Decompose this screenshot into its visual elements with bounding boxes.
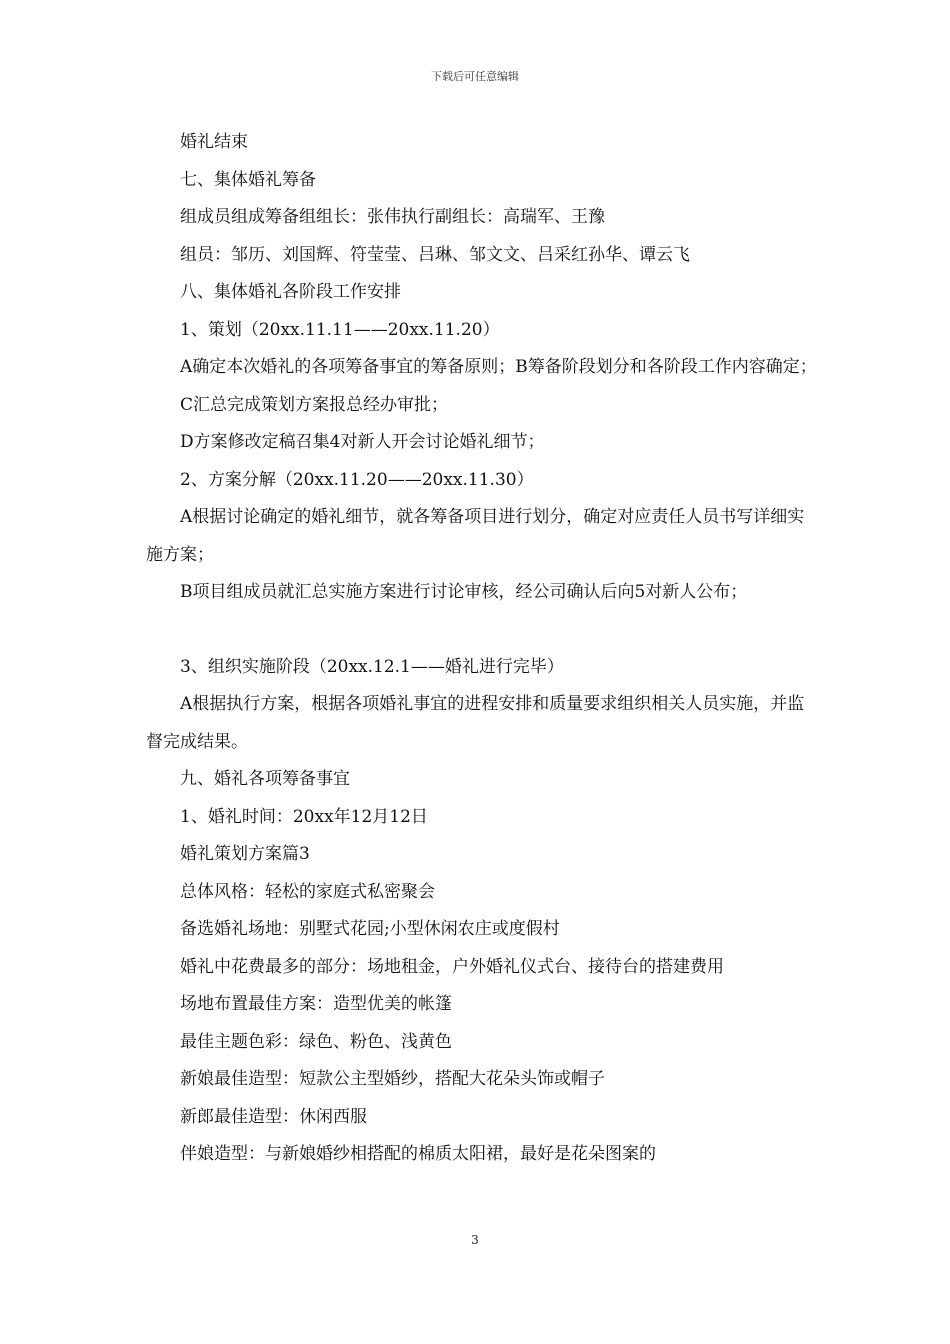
- paragraph-implementation-a: A根据执行方案，根据各项婚礼事宜的进程安排和质量要求组织相关人员实施，并监督完成结果。: [146, 694, 805, 752]
- paragraph-planning-a-b: A确定本次婚礼的各项筹备事宜的筹备原则；B筹备阶段划分和各阶段工作内容确定；: [180, 357, 817, 377]
- paragraph-overall-style: 总体风格：轻松的家庭式私密聚会: [180, 881, 435, 902]
- paragraph-planning-d: D方案修改定稿召集4对新人开会讨论婚礼细节；: [180, 432, 545, 452]
- paragraph-biggest-cost: 婚礼中花费最多的部分：场地租金，户外婚礼仪式台、接待台的搭建费用: [180, 956, 724, 977]
- paragraph-breakdown-a: A根据讨论确定的婚礼细节，就各筹备项目进行划分，确定对应责任人员书写详细实施方案；: [146, 507, 805, 565]
- page-header-note: 下载后可任意编辑: [431, 70, 519, 83]
- document-body: [146, 124, 818, 1174]
- paragraph-phase-breakdown: 2、方案分解（20xx.11.20——20xx.11.30）: [180, 469, 534, 490]
- paragraph-bride-style: 新娘最佳造型：短款公主型婚纱，搭配大花朵头饰或帽子: [180, 1069, 605, 1089]
- section-heading-7: 七、集体婚礼筹备: [180, 169, 316, 190]
- paragraph-phase-planning: 1、策划（20xx.11.11——20xx.11.20）: [180, 319, 500, 340]
- section-heading-9: 九、婚礼各项筹备事宜: [180, 769, 350, 789]
- paragraph-wedding-time: 1、婚礼时间：20xx年12月12日: [180, 806, 428, 827]
- paragraph-theme-colors: 最佳主题色彩：绿色、粉色、浅黄色: [180, 1031, 452, 1052]
- paragraph-wedding-end: 婚礼结束: [180, 132, 248, 152]
- paragraph-venue-layout: 场地布置最佳方案：造型优美的帐篷: [180, 994, 452, 1014]
- paragraph-breakdown-b: B项目组成员就汇总实施方案进行讨论审核，经公司确认后向5对新人公布；: [180, 582, 748, 602]
- paragraph-planning-c: C汇总完成策划方案报总经办审批；: [180, 394, 449, 415]
- paragraph-team-leaders: 组成员组成筹备组组长：张伟执行副组长：高瑞军、王豫: [180, 207, 605, 227]
- blank-line: [146, 612, 818, 649]
- paragraph-team-members: 组员：邹历、刘国辉、符莹莹、吕琳、邹文文、吕采红孙华、谭云飞: [180, 244, 690, 265]
- page-number: 3: [471, 1233, 479, 1247]
- paragraph-groom-style: 新郎最佳造型：休闲西服: [180, 1106, 367, 1127]
- section-heading-8: 八、集体婚礼各阶段工作安排: [180, 282, 401, 302]
- paragraph-bridesmaid-style: 伴娘造型：与新娘婚纱相搭配的棉质太阳裙，最好是花朵图案的: [180, 1144, 656, 1164]
- paragraph-plan-3-title: 婚礼策划方案篇3: [180, 844, 310, 864]
- paragraph-phase-implementation: 3、组织实施阶段（20xx.12.1——婚礼进行完毕）: [180, 656, 564, 677]
- paragraph-venue-options: 备选婚礼场地：别墅式花园;小型休闲农庄或度假村: [180, 919, 560, 939]
